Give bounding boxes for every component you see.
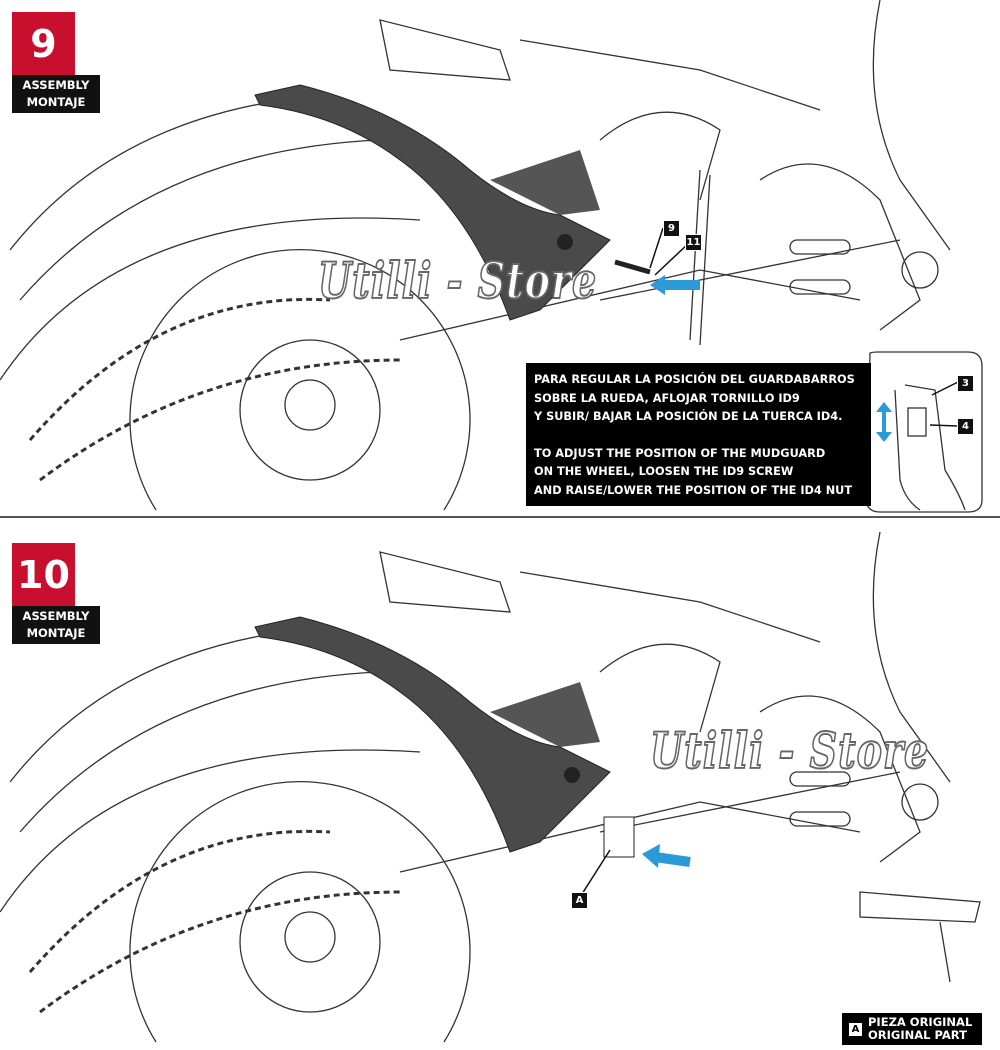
step-number-badge: 10 xyxy=(12,543,75,606)
watermark: Utilli - Store xyxy=(318,251,598,310)
step-label-line: ASSEMBLY xyxy=(22,78,90,92)
divider xyxy=(0,516,1000,518)
note-line: ON THE WHEEL, LOOSEN THE ID9 SCREW xyxy=(534,465,794,478)
step-label-line: MONTAJE xyxy=(26,626,86,640)
callout-4: 4 xyxy=(957,418,974,435)
wheel-rim xyxy=(130,782,470,1042)
adjustment-note xyxy=(526,363,871,506)
legend-line: ORIGINAL PART xyxy=(868,1028,967,1042)
note-line: AND RAISE/LOWER THE POSITION OF THE ID4 NUT xyxy=(534,483,853,497)
step-9-panel xyxy=(0,0,1000,516)
original-part-legend xyxy=(842,1013,982,1045)
step-10-panel xyxy=(0,532,1000,1050)
step-10-illustration xyxy=(0,532,1000,1050)
step-label-line: ASSEMBLY xyxy=(22,609,90,623)
note-line: Y SUBIR/ BAJAR LA POSICIÓN DE LA TUERCA ID4. xyxy=(534,410,843,423)
arrow-icon xyxy=(655,857,690,862)
callout-9: 9 xyxy=(663,220,680,237)
callout-a: A xyxy=(571,892,588,909)
step-label-line: MONTAJE xyxy=(26,95,86,109)
step-label xyxy=(12,75,100,113)
legend-line: PIEZA ORIGINAL xyxy=(868,1015,973,1029)
watermark: Utilli - Store xyxy=(650,721,930,780)
callout-11: 11 xyxy=(685,234,702,251)
step-label xyxy=(12,606,100,644)
note-line: TO ADJUST THE POSITION OF THE MUDGUARD xyxy=(534,446,826,460)
step-number-badge: 9 xyxy=(12,12,75,75)
tire-outline xyxy=(10,95,330,250)
legend-key: A xyxy=(849,1023,862,1036)
note-line: PARA REGULAR LA POSICIÓN DEL GUARDABARROS xyxy=(534,373,855,386)
callout-3: 3 xyxy=(957,375,974,392)
note-line: SOBRE LA RUEDA, AFLOJAR TORNILLO ID9 xyxy=(534,391,800,405)
